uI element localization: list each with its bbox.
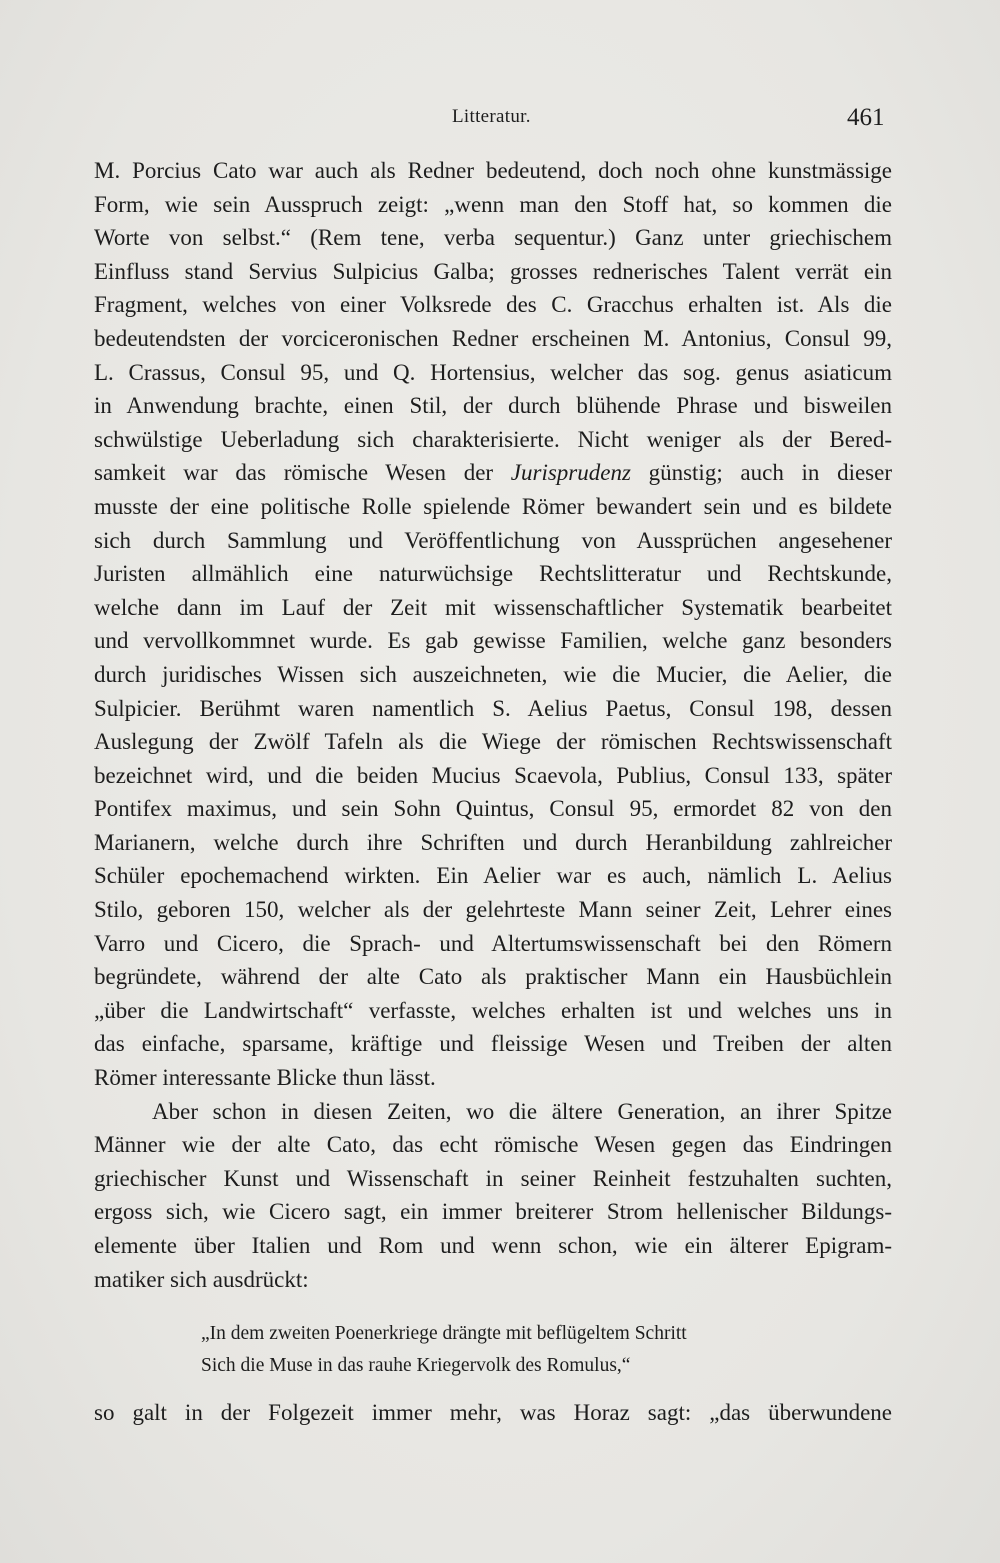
main-text — [94, 154, 892, 1296]
text-line: Schüler epochemachend wirkten. Ein Aelier war es auch, nämlich L. Aelius — [94, 863, 892, 889]
text-line: Varro und Cicero, die Sprach- und Altertumswissenschaft bei den Römern — [94, 930, 892, 956]
text-line: Fragment, welches von einer Volksrede des C. Gracchus erhalten ist. Als die — [94, 292, 892, 318]
text-line: M. Porcius Cato war auch als Redner bedeutend, doch noch ohne kunstmässige — [94, 158, 892, 183]
text-line: griechischer Kunst und Wissenschaft in seiner Reinheit festzuhalten suchten, — [94, 1165, 892, 1191]
running-title: Litteratur. — [452, 106, 531, 127]
text-line: Marianern, welche durch ihre Schriften und durch Heranbildung zahlreicher — [94, 829, 892, 855]
text-line: Form, wie sein Ausspruch zeigt: „wenn man den Stoff hat, so kommen die — [94, 191, 892, 217]
text-line: Juristen allmählich eine naturwüchsige Rechtslitteratur und Rechtskunde, — [94, 561, 892, 587]
text-fragment: samkeit war das römische Wesen der — [94, 460, 494, 486]
verse-quote — [201, 1318, 801, 1382]
text-line: bezeichnet wird, und die beiden Mucius Scaevola, Publius, Consul 133, später — [94, 762, 892, 788]
running-head — [0, 104, 1000, 134]
continuation-text — [94, 1396, 892, 1430]
text-line — [94, 456, 892, 490]
text-line: welche dann im Lauf der Zeit mit wissenschaftlicher Systematik bearbeitet — [94, 594, 892, 620]
text-line: begründete, während der alte Cato als praktischer Mann ein Hausbüchlein — [94, 964, 892, 990]
text-line: Römer interessante Blicke thun lässt. — [94, 1065, 436, 1091]
text-line: Worte von selbst.“ (Rem tene, verba sequentur.) Ganz unter griechischem — [94, 225, 892, 251]
text-line: Pontifex maximus, und sein Sohn Quintus, Consul 95, ermordet 82 von den — [94, 796, 892, 822]
text-line: „über die Landwirtschaft“ verfasste, welches erhalten ist und welches uns in — [94, 997, 892, 1023]
text-line: Auslegung der Zwölf Tafeln als die Wiege der römischen Rechtswissenschaft — [94, 729, 892, 755]
text-line: und vervollkommnet wurde. Es gab gewisse Familien, welche ganz besonders — [94, 628, 892, 654]
text-fragment: günstig; auch in dieser — [648, 460, 892, 486]
verse-line: „In dem zweiten Poenerkriege drängte mit beflügeltem Schritt — [201, 1323, 687, 1344]
verse-line: Sich die Muse in das rauhe Kriegervolk des Romulus,“ — [201, 1355, 631, 1376]
italic-term: Jurisprudenz — [510, 460, 631, 486]
text-line: Sulpicier. Berühmt waren namentlich S. Aelius Paetus, Consul 198, dessen — [94, 695, 892, 721]
text-line: sich durch Sammlung und Veröffentlichung von Aussprüchen angesehener — [94, 527, 892, 553]
text-line: elemente über Italien und Rom und wenn schon, wie ein älterer Epigram- — [94, 1233, 892, 1258]
text-line: Stilo, geboren 150, welcher als der gelehrteste Mann seiner Zeit, Lehrer eines — [94, 897, 892, 923]
text-line: musste der eine politische Rolle spielende Römer bewandert sein und es bildete — [94, 493, 892, 519]
text-line: Einfluss stand Servius Sulpicius Galba; grosses rednerisches Talent verrät ein — [94, 258, 892, 284]
page-number: 461 — [847, 104, 885, 131]
text-line: matiker sich ausdrückt: — [94, 1266, 309, 1292]
text-line: schwülstige Ueberladung sich charakterisierte. Nicht weniger als der Bered- — [94, 426, 892, 452]
text-line: so galt in der Folgezeit immer mehr, was Horaz sagt: „das überwundene — [94, 1400, 892, 1425]
text-line: in Anwendung brachte, einen Stil, der durch blühende Phrase und bisweilen — [94, 393, 892, 419]
text-line: ergoss sich, wie Cicero sagt, ein immer breiterer Strom hellenischer Bildungs- — [94, 1199, 892, 1225]
text-line: durch juridisches Wissen sich auszeichneten, wie die Mucier, die Aelier, die — [94, 661, 892, 687]
text-line: bedeutendsten der vorciceronischen Redner erscheinen M. Antonius, Consul 99, — [94, 325, 892, 351]
text-line: Aber schon in diesen Zeiten, wo die ältere Generation, an ihrer Spitze — [152, 1098, 892, 1124]
text-line: das einfache, sparsame, kräftige und fleissige Wesen und Treiben der alten — [94, 1031, 892, 1057]
text-line: Männer wie der alte Cato, das echt römische Wesen gegen das Eindringen — [94, 1132, 892, 1158]
text-line: L. Crassus, Consul 95, und Q. Hortensius, welcher das sog. genus asiaticum — [94, 359, 892, 385]
